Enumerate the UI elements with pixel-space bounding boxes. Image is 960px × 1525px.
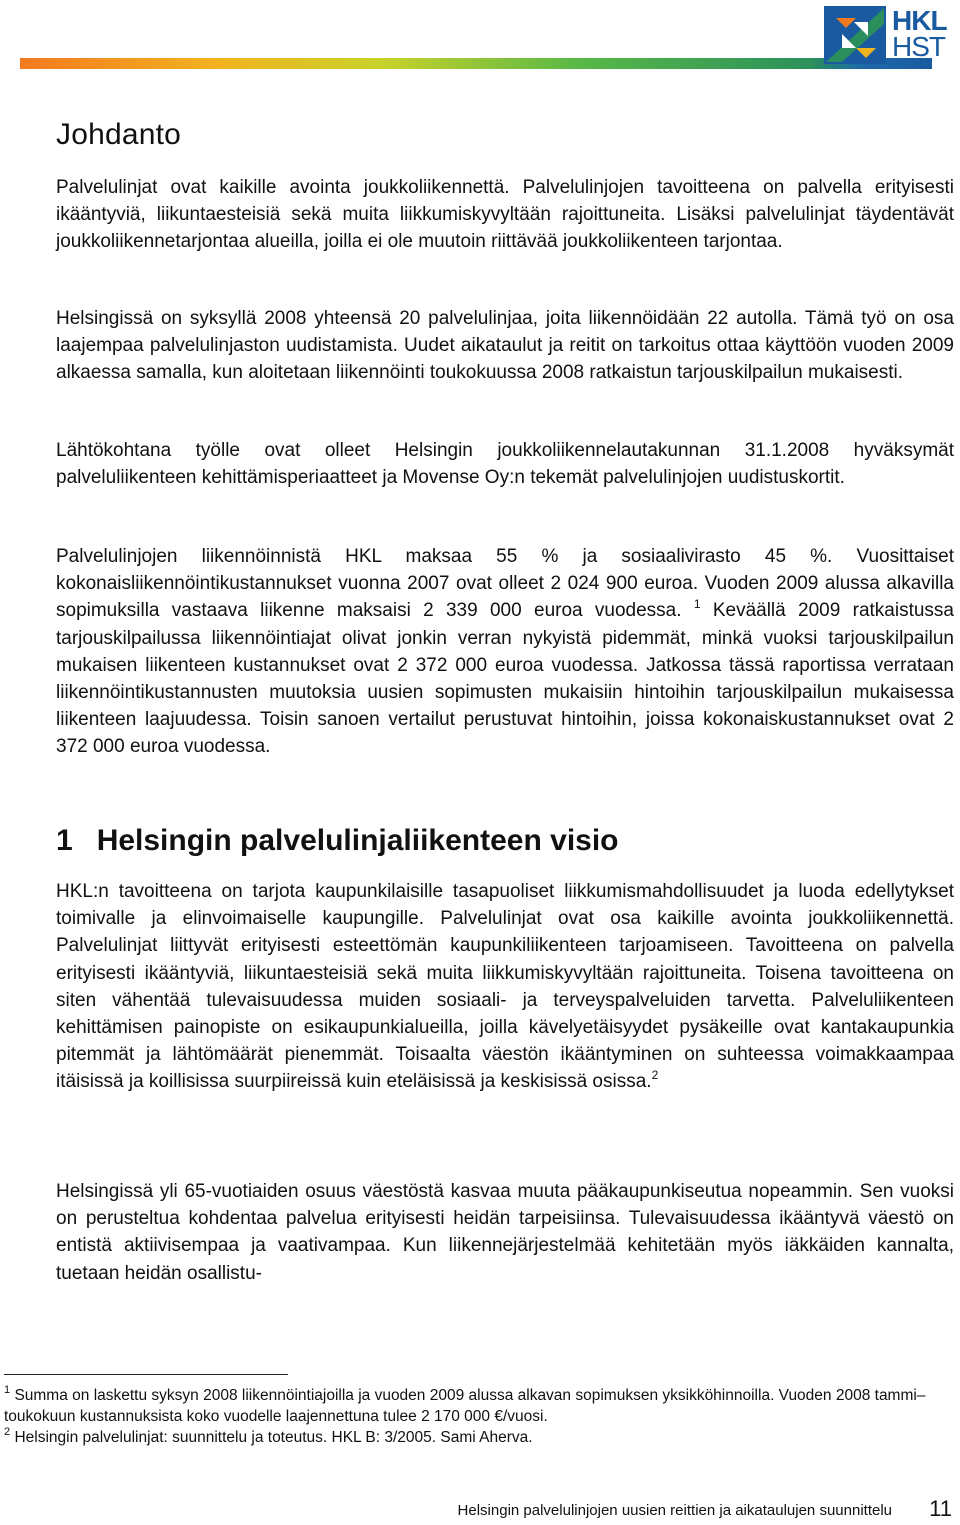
paragraph-intro: Palvelulinjat ovat kaikille avointa joukkoliikennettä. Palvelulinjojen tavoitteena on palvella erityisesti ikääntyviä, liikuntaesteisiä sekä muita liikkumiskyvyltään rajoittuneita. Lisäksi palvelulinjat täydentävät joukkoliikennetarjontaa alueilla, joilla ei ole muutoin riittävää joukkoliikenteen tarjontaa. [56,177,954,253]
paragraph-costs-part1: Palvelulinjojen liikennöinnistä HKL maksaa 55 % ja sosiaalivirasto 45 %. Vuosittaiset kokonaisliikennöintikustannukset vuonna 2007 ovat olleet 2 024 900 euroa. Vuoden 2009 alussa alkavilla sopimuksilla vastaava liikenne maksaisi 2 339 000 euroa vuodessa. [56,546,954,622]
section-title: Helsingin palvelulinjaliikenteen visio [96,824,619,857]
logo-line-hkl: HKL [892,5,947,36]
footnote-1-text: Summa on laskettu syksyn 2008 liikennöintiajoilla ja vuoden 2009 alussa alkavan sopimuksen yksikköhinnoilla. Vuoden 2008 tammi–toukokuun kustannuksista koko vuodelle laajennettuna tulee 2 170 000 €/vuosi. [4,1387,926,1425]
paragraph-vision [56,878,954,1096]
section-number: 1 [56,824,73,857]
header-color-bar [20,58,820,69]
footnote-1-number: 1 [4,1384,11,1396]
page-title: Johdanto [56,118,182,151]
paragraph-lines-2008: Helsingissä on syksyllä 2008 yhteensä 20 palvelulinjaa, joita liikennöidään 22 autolla. Tämä työ on osa laajempaa palvelulinjaston uudistamista. Uudet aikataulut ja reitit on tarkoitus ottaa käyttöön vuoden 2009 alkaessa samalla, kun aloitetaan liikennöinti toukokuussa 2008 ratkaistun tarjouskilpailun mukaisesti. [56,308,954,384]
paragraph-vision-text: HKL:n tavoitteena on tarjota kaupunkilaisille tasapuoliset liikkumismahdollisuudet ja luoda edellytykset toimivalle ja elinvoimaiselle kaupungille. Palvelulinjat ovat osa kaikille avointa joukkoliikennettä. Palvelulinjat liittyvät erityisesti esteettömän kaupunkiliikenteen tarjoamiseen. Tavoitteena on palvella erityisesti ikääntyviä, liikuntaesteisiä sekä muita liikkumiskyvyltään rajoittuneita. Toisena tavoitteena on siten vähentää tulevaisuudessa muiden sosiaali- ja terveyspalveluiden tarvetta. Palveluliikenteen kehittämisen painopiste on esikaupunkialueilla, joilla kävelyetäisyydet pysäkeille ovat kantakaupunkia pitemmät ja lähtömäärät pienemmät. Toisaalta väestön ikääntyminen on suhteessa voimakkaampaa itäisissä ja koillisissa suurpiireissä kuin eteläisissä ja keskisissä osissa. [56,881,954,1093]
paragraph-basis: Lähtökohtana työlle ovat olleet Helsingin joukkoliikennelautakunnan 31.1.2008 hyväksymät palveluliikenteen kehittämisperiaatteet ja Movense Oy:n tekemät palvelulinjojen uudistuskortit. [56,440,954,489]
footnote-ref-2[interactable]: 2 [651,1068,659,1083]
section-heading [56,824,619,858]
footnote-divider [4,1374,288,1375]
hkl-logo [822,4,952,70]
footnote-ref-1[interactable]: 1 [693,597,701,612]
footnote-2 [4,1427,938,1448]
hkl-logo-emblem-icon [822,4,890,66]
footnote-1 [4,1385,938,1427]
footnotes [4,1385,938,1448]
logo-line-hst: HST [892,31,945,62]
page-number: 11 [929,1496,952,1521]
footnote-2-text: Helsingin palvelulinjat: suunnittelu ja toteutus. HKL B: 3/2005. Sami Aherva. [14,1429,533,1446]
paragraph-costs-part2: Keväällä 2009 ratkaistussa tarjouskilpailussa liikennöintiajat olivat jonkin verran nykyistä pidemmät, minkä vuoksi tarjouskilpailun mukaisen liikenteen kustannukset ovat 2 372 000 euroa vuodessa. Jatkossa tässä raportissa verrataan liikennöintikustannusten muutoksia uusien sopimusten mukaisiin hintoihin tarjouskilpailun mukaisessa liikenteen laajuudessa. Toisin sanoen vertailut perustuvat hintoihin, joissa kokonaiskustannukset ovat 2 372 000 euroa vuodessa. [56,600,954,758]
footnote-2-number: 2 [4,1426,11,1438]
paragraph-elderly: Helsingissä yli 65-vuotiaiden osuus väestöstä kasvaa muuta pääkaupunkiseutua nopeammin. Sen vuoksi on perusteltua kohdentaa palvelua erityisesti heidän tarpeisiinsa. Tulevaisuudessa ikääntyvä väestö on entistä aktiivisempaa ja vaativampaa. Kun liikennejärjestelmää kehitetään myös iäkkäiden kannalta, tuetaan heidän osallistu- [56,1181,954,1284]
running-footer-title: Helsingin palvelulinjojen uusien reittien ja aikataulujen suunnittelu [457,1502,892,1519]
paragraph-costs [56,543,954,761]
logo-wordmark [892,5,960,62]
